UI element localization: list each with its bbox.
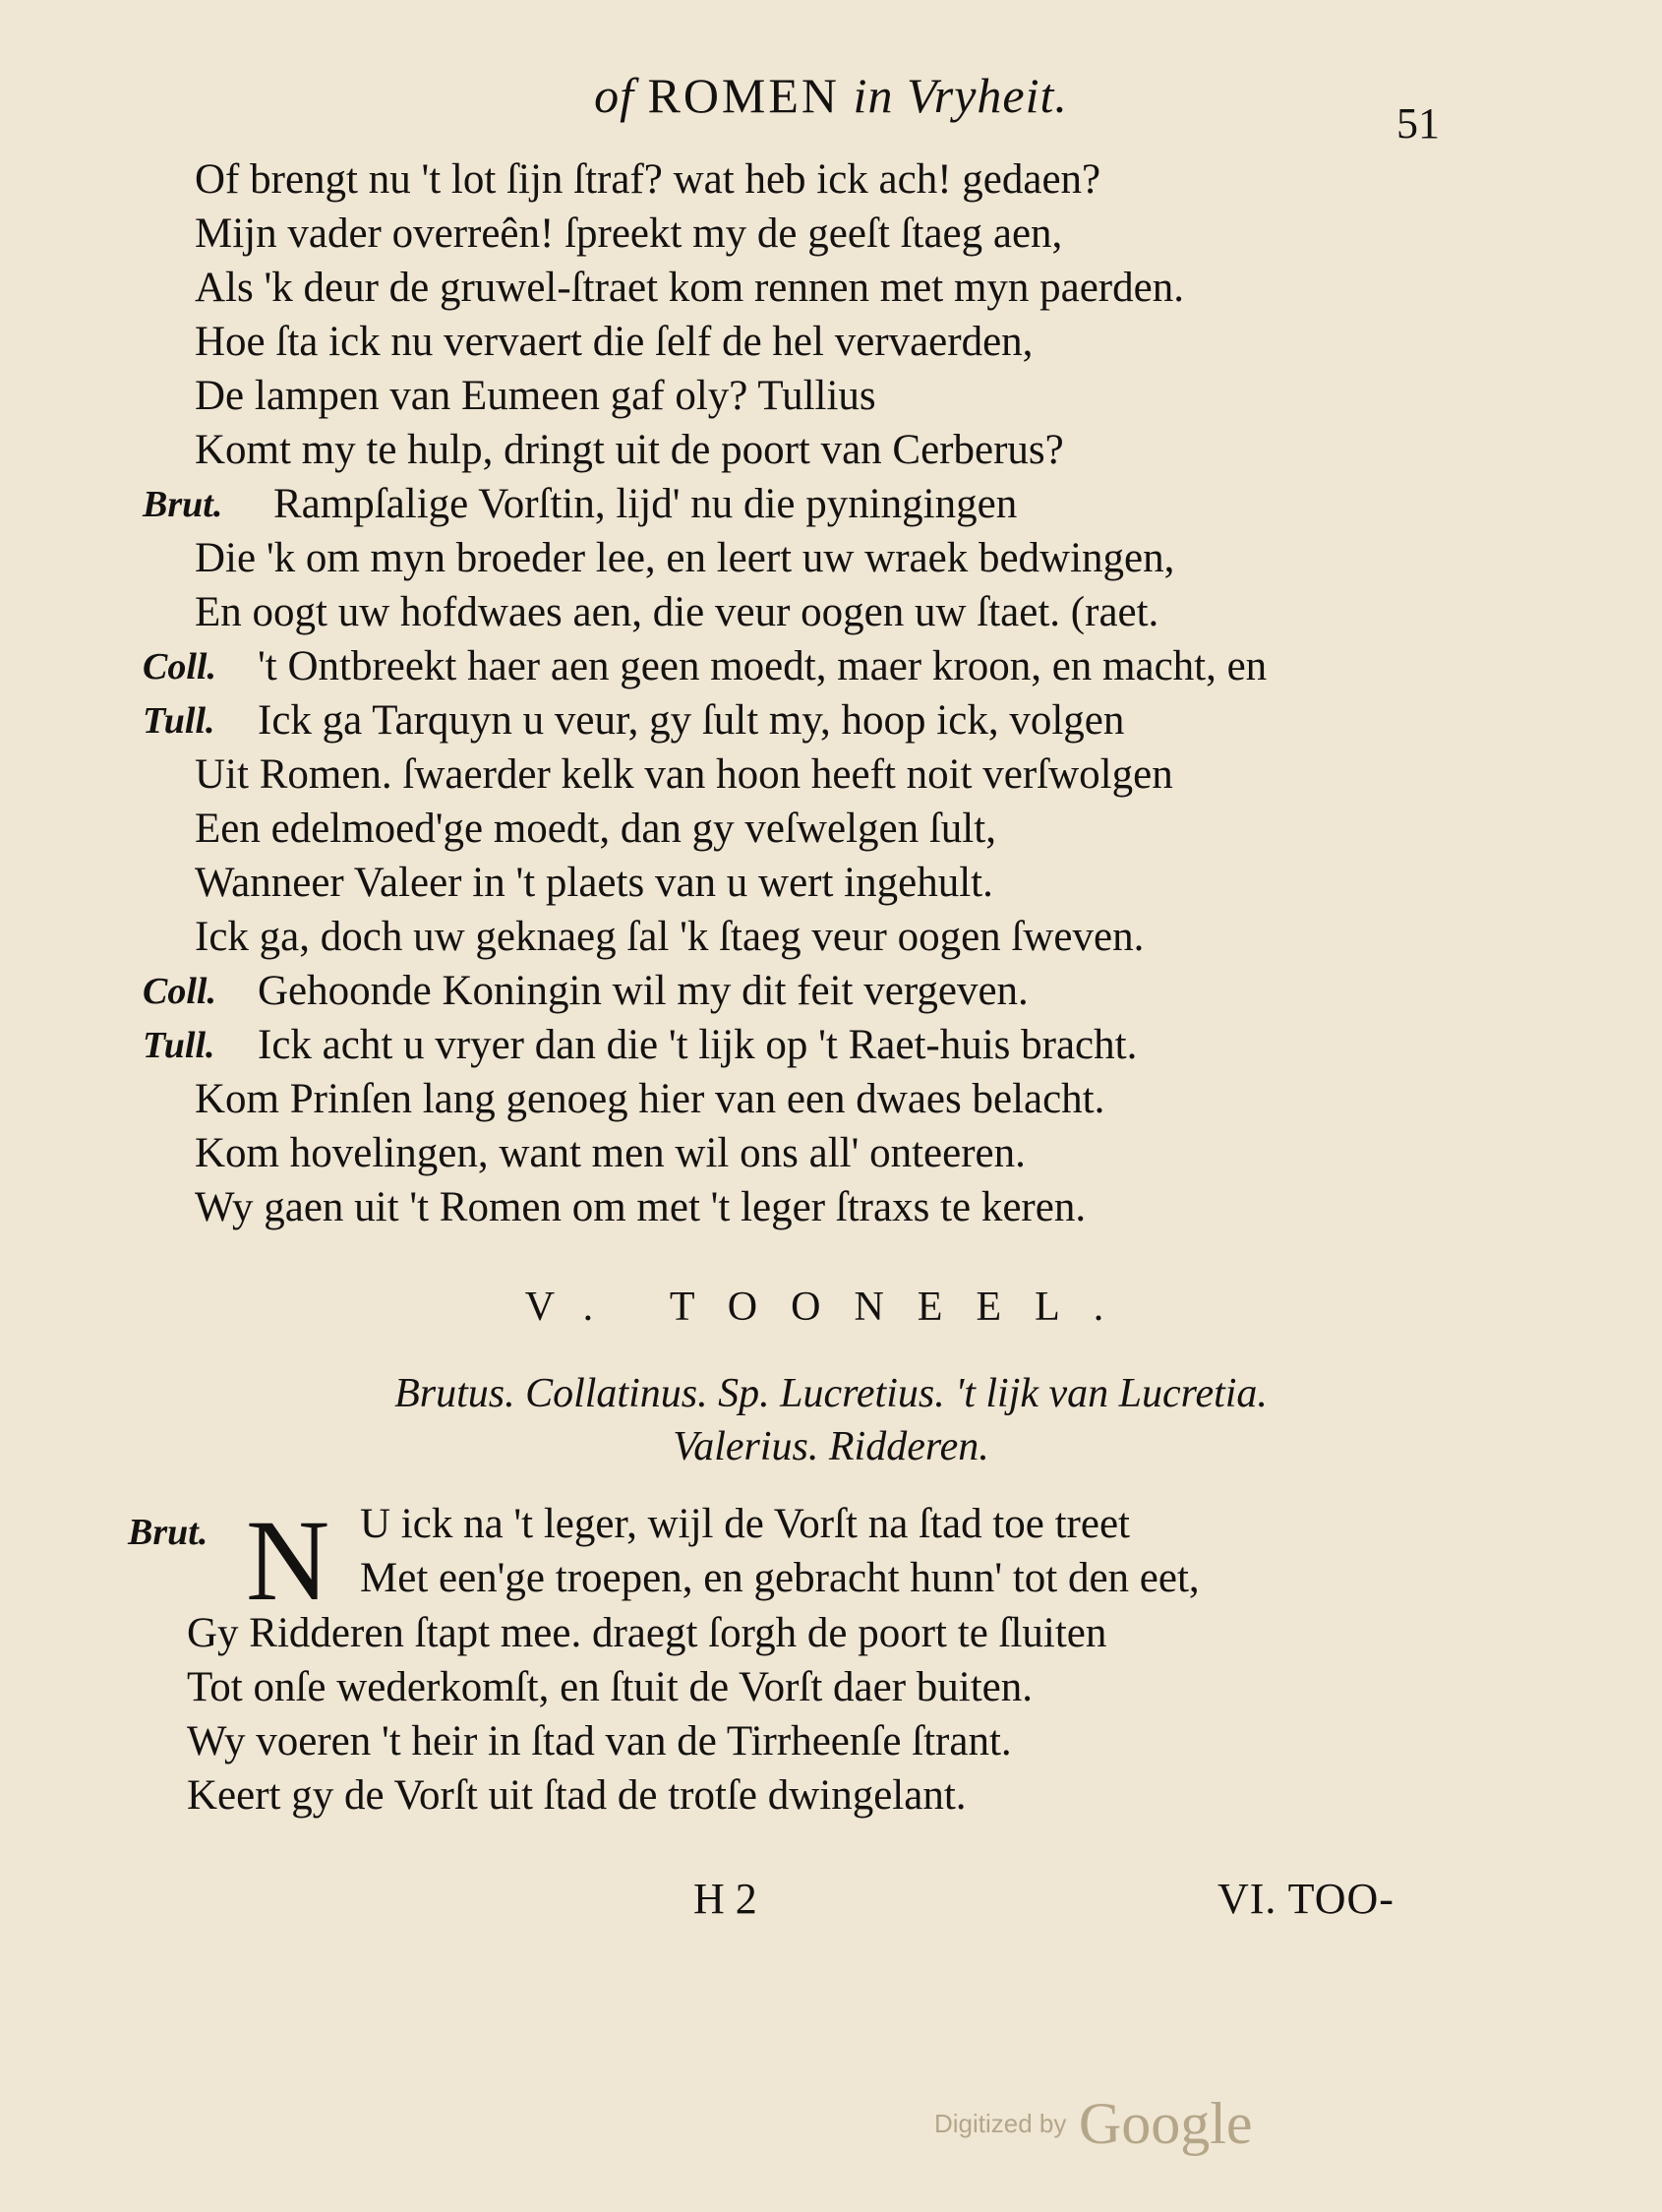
drop-cap: N bbox=[246, 1496, 330, 1625]
verse-text: Kom hovelingen, want men wil ons all' onteeren. bbox=[195, 1130, 1026, 1176]
verse-text: En oogt uw hofdwaes aen, die veur oogen uw ſtaet. (raet. bbox=[195, 589, 1159, 635]
verse-text: Wy gaen uit 't Romen om met 't leger ſtraxs te keren. bbox=[195, 1184, 1087, 1230]
speaker-label: Tull. bbox=[143, 700, 215, 742]
verse-text: Ick ga Tarquyn u veur, gy ſult my, hoop ick, volgen bbox=[258, 697, 1125, 744]
speaker-label: Coll. bbox=[143, 971, 216, 1012]
verse-line bbox=[0, 747, 1662, 803]
verse-text: De lampen van Eumeen gaf oly? Tullius bbox=[195, 373, 876, 419]
verse-line bbox=[0, 207, 1662, 262]
scene-heading: V. TOONEEL. bbox=[524, 1285, 1138, 1330]
watermark-brand-logo: Google bbox=[1078, 2091, 1253, 2156]
verse-text: Ick acht u vryer dan die 't lijk op 't Raet-huis bracht. bbox=[258, 1022, 1138, 1068]
verse-text: Komt my te hulp, dringt uit de poort van Cerberus? bbox=[195, 427, 1064, 473]
verse-line bbox=[0, 1072, 1662, 1127]
cast-list-line-1: Brutus. Collatinus. Sp. Lucretius. 't lijk van Lucretia. bbox=[394, 1371, 1268, 1416]
verse-text: Een edelmoed'ge moedt, dan gy veſwelgen ſult, bbox=[195, 806, 996, 852]
verse-text: Of brengt nu 't lot ſijn ſtraf? wat heb ick ach! gedaen? bbox=[195, 156, 1101, 203]
scene-speaker-label: Brut. bbox=[128, 1512, 208, 1553]
verse-line bbox=[0, 152, 1662, 208]
verse-text: Die 'k om myn broeder lee, en leert uw wraek bedwingen, bbox=[195, 535, 1175, 581]
scene-speech-line: Tot onſe wederkomſt, en ſtuit de Vorſt daer buiten. bbox=[187, 1664, 1033, 1710]
verse-line bbox=[0, 585, 1662, 640]
verse-line bbox=[0, 1018, 1662, 1073]
verse-line bbox=[0, 856, 1662, 911]
verse-text: Als 'k deur de gruwel-ſtraet kom rennen met myn paerden. bbox=[195, 265, 1184, 311]
signature-mark: H 2 bbox=[693, 1875, 757, 1923]
verse-text: Uit Romen. ſwaerder kelk van hoon heeft noit verſwolgen bbox=[195, 751, 1173, 798]
cast-list-line-2: Valerius. Ridderen. bbox=[673, 1424, 989, 1469]
verse-text: Ick ga, doch uw geknaeg ſal 'k ſtaeg veur oogen ſweven. bbox=[195, 914, 1145, 960]
verse-line bbox=[0, 639, 1662, 694]
speaker-label: Coll. bbox=[143, 646, 216, 688]
digitization-watermark bbox=[934, 2090, 1253, 2158]
verse-text: Kom Prinſen lang genoeg hier van een dwaes belacht. bbox=[195, 1076, 1105, 1122]
catchword: VI. TOO- bbox=[1217, 1875, 1395, 1923]
speaker-label: Tull. bbox=[143, 1025, 215, 1066]
scene-speech-line: Keert gy de Vorſt uit ſtad de trotſe dwingelant. bbox=[187, 1772, 967, 1819]
running-head-lead: of bbox=[594, 68, 634, 123]
scene-speech-line: Met een'ge troepen, en gebracht hunn' tot den eet, bbox=[360, 1555, 1200, 1601]
watermark-prefix: Digitized by bbox=[934, 2109, 1067, 2138]
running-head-subtitle: Vryheit. bbox=[906, 68, 1068, 123]
verse-line bbox=[0, 693, 1662, 748]
verse-line bbox=[0, 964, 1662, 1019]
verse-line bbox=[0, 261, 1662, 316]
verse-text: Gehoonde Koningin wil my dit feit vergeven. bbox=[258, 968, 1029, 1014]
verse-line bbox=[0, 1126, 1662, 1181]
verse-line bbox=[0, 531, 1662, 586]
running-head-title: ROMEN bbox=[647, 68, 841, 123]
verse-text: Wanneer Valeer in 't plaets van u wert ingehult. bbox=[195, 860, 993, 906]
page-number: 51 bbox=[1396, 99, 1440, 148]
verse-line bbox=[0, 423, 1662, 478]
verse-line bbox=[0, 1180, 1662, 1235]
scene-speech-line: Wy voeren 't heir in ſtad van de Tirrheenſe ſtrant. bbox=[187, 1718, 1012, 1764]
running-head-connector: in bbox=[853, 68, 894, 123]
scene-speech-line: U ick na 't leger, wijl de Vorſt na ſtad toe treet bbox=[360, 1501, 1130, 1547]
scene-speech-line: Gy Ridderen ſtapt mee. draegt ſorgh de poort te ſluiten bbox=[187, 1610, 1107, 1656]
verse-line bbox=[0, 802, 1662, 857]
speaker-label: Brut. bbox=[143, 484, 223, 525]
verse-line bbox=[0, 477, 1662, 532]
verse-line bbox=[0, 910, 1662, 965]
verse-text: Rampſalige Vorſtin, lijd' nu die pyningingen bbox=[273, 481, 1018, 527]
verse-line bbox=[0, 369, 1662, 424]
verse-text: Hoe ſta ick nu vervaert die ſelf de hel vervaerden, bbox=[195, 319, 1034, 365]
verse-text: Mijn vader overreên! ſpreekt my de geeſt ſtaeg aen, bbox=[195, 210, 1063, 257]
verse-line bbox=[0, 315, 1662, 370]
verse-text: 't Ontbreekt haer aen geen moedt, maer kroon, en macht, en bbox=[258, 643, 1268, 689]
